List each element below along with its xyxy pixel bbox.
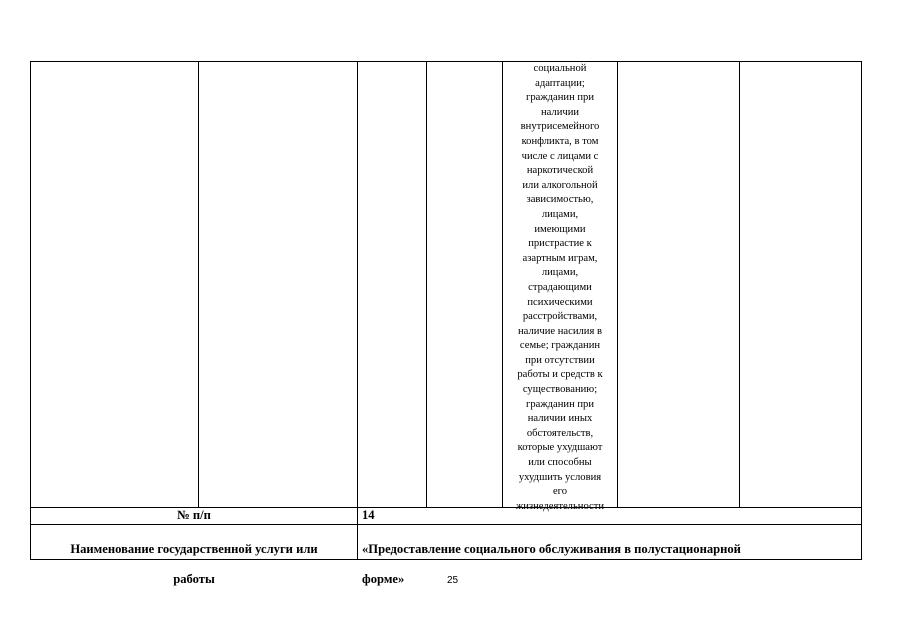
recipient-conditions-line: наличие насилия в [518, 325, 602, 337]
table-col-divider-d [617, 61, 618, 508]
recipient-conditions-line: азартным играм, [522, 252, 598, 264]
recipient-conditions-line: конфликта, в том [521, 135, 599, 147]
recipient-conditions-line: расстройствами, [522, 311, 598, 323]
recipient-conditions-line: лицами, [541, 267, 579, 279]
service-name-value-line1: «Предоставление социального обслуживания в полустационарной [362, 542, 741, 556]
row-number-value: 14 [362, 508, 375, 522]
table-col-divider-b [426, 61, 427, 508]
recipient-conditions-line: наркотической [526, 165, 594, 177]
recipient-conditions-line: психическими [527, 296, 593, 308]
recipient-conditions-line: имеющими [534, 223, 586, 235]
row-number-label: № п/п [177, 508, 211, 522]
recipient-conditions-line: лицами, [541, 208, 579, 220]
recipient-conditions-line: которые ухудшают [517, 442, 603, 454]
recipient-conditions-line: ухудшить условия [518, 471, 602, 483]
recipient-conditions-line: семье; гражданин [519, 340, 601, 352]
recipient-conditions-line: или алкогольной [522, 179, 598, 191]
table-right-border [861, 61, 862, 560]
recipient-conditions-line: страдающими [528, 281, 592, 293]
recipient-conditions-line: зависимостью, [526, 194, 594, 206]
recipient-conditions-line: гражданин при [525, 92, 595, 104]
table-col-divider-main [357, 61, 358, 560]
table-col-divider-a [198, 61, 199, 508]
recipient-conditions-line: пристрастие к [528, 238, 592, 250]
recipient-conditions-line: работы и средств к [517, 369, 603, 381]
recipient-conditions-line: наличии иных [527, 413, 593, 425]
recipient-conditions-line: адаптации; [535, 77, 585, 89]
table-left-border [30, 61, 31, 560]
recipient-conditions-line: внутрисемейного [520, 121, 600, 133]
recipient-conditions-line: или способны [528, 457, 592, 469]
recipient-conditions-line: его [552, 486, 568, 498]
service-name-value [362, 527, 860, 602]
table-row-divider-2 [30, 524, 862, 525]
service-name-label-line2: работы [173, 572, 215, 586]
recipient-conditions-line: наличии [540, 106, 580, 118]
recipient-conditions-line: при отсутствии [525, 354, 595, 366]
page-number: 25 [446, 575, 459, 586]
service-name-label-line1: Наименование государственной услуги или [70, 542, 318, 556]
table-top-border [30, 61, 862, 62]
service-name-label [31, 527, 357, 602]
service-name-value-line2: форме» [362, 572, 405, 586]
recipient-conditions-cell [503, 62, 617, 514]
recipient-conditions-line: социальной [533, 63, 587, 74]
recipient-conditions-line: числе с лицами с [521, 150, 599, 162]
recipient-conditions-line: гражданин при [525, 398, 595, 410]
recipient-conditions-line: существованию; [522, 384, 598, 396]
table-col-divider-e [739, 61, 740, 508]
recipient-conditions-line: жизнедеятельности [515, 500, 605, 512]
recipient-conditions-line: обстоятельств, [526, 427, 594, 439]
